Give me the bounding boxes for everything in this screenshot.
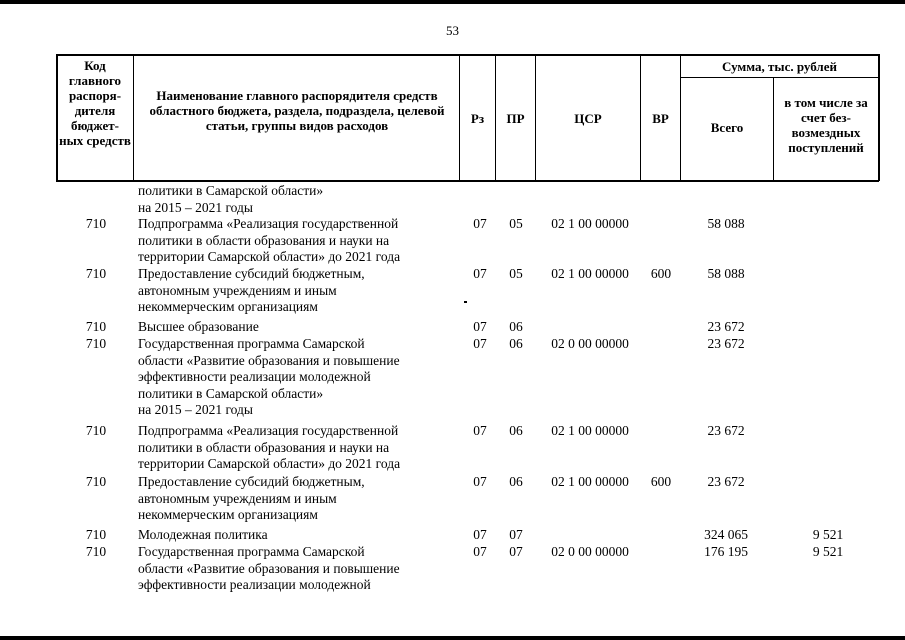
- scan-bottom-edge: [0, 636, 905, 640]
- cell-rz: 07: [473, 544, 487, 559]
- cell-total: 176 195: [704, 544, 748, 559]
- cell-name: Молодежная политика: [138, 527, 268, 542]
- cell-total: 324 065: [704, 527, 748, 542]
- col-border-kod: [133, 54, 134, 181]
- cell-kod: 710: [85, 319, 107, 334]
- cell-name: Подпрограмма «Реализация государственной политики в области образования и науки на территории Самарской области» до 2021 года: [138, 216, 401, 264]
- header-total: Всего: [710, 120, 744, 135]
- cell-pr: 07: [509, 527, 523, 542]
- cell-name: Предоставление субсидий бюджетным, автономным учреждениям и иным некоммерческим организациям: [138, 474, 365, 522]
- header-kod: Код главного распоря-дителя бюджет-ных средств: [59, 58, 131, 148]
- cell-pr: 05: [509, 266, 523, 281]
- cell-name: Высшее образование: [138, 319, 259, 334]
- cell-csr: 02 0 00 00000: [551, 544, 629, 559]
- cell-rz: 07: [473, 527, 487, 542]
- cell-rz: 07: [473, 319, 487, 334]
- cell-rz: 07: [473, 423, 487, 438]
- header-free: в том числе за счет без-возмездных поступлений: [784, 95, 868, 155]
- cell-pr: 07: [509, 544, 523, 559]
- cell-name: Подпрограмма «Реализация государственной политики в области образования и науки на территории Самарской области» до 2021 года: [138, 423, 401, 471]
- cell-total: 23 672: [707, 319, 745, 334]
- cell-csr: 02 1 00 00000: [551, 216, 629, 231]
- cell-total: 23 672: [707, 423, 745, 438]
- col-border-left: [56, 54, 58, 181]
- cell-kod: 710: [85, 336, 107, 351]
- page-number: 53: [446, 23, 459, 38]
- cell-pr: 05: [509, 216, 523, 231]
- scan-top-edge: [0, 0, 905, 4]
- cell-total: 58 088: [707, 216, 745, 231]
- cell-name: Предоставление субсидий бюджетным, автономным учреждениям и иным некоммерческим организациям: [138, 266, 365, 314]
- cell-total: 58 088: [707, 266, 745, 281]
- cell-kod: 710: [85, 216, 107, 231]
- cell-rz: 07: [473, 216, 487, 231]
- cell-kod: 710: [85, 544, 107, 559]
- cell-rz: 07: [473, 266, 487, 281]
- header-rz: Рз: [470, 111, 485, 126]
- cell-free: 9 521: [812, 527, 844, 542]
- header-sum: Сумма, тыс. рублей: [722, 59, 837, 74]
- header-pr: ПР: [506, 111, 525, 126]
- cell-kod: 710: [85, 527, 107, 542]
- cell-free: 9 521: [812, 544, 844, 559]
- header-top-border: [56, 54, 879, 56]
- cell-csr: 02 1 00 00000: [551, 474, 629, 489]
- cell-csr: 02 0 00 00000: [551, 336, 629, 351]
- cell-name: Государственная программа Самарской области «Развитие образования и повышение эффективности реализации молодежной политики в Самарской области» на 2015 – 2021 годы: [138, 336, 400, 417]
- cell-rz: 07: [473, 336, 487, 351]
- col-border-right: [878, 54, 880, 181]
- sum-subheader-border: [680, 77, 879, 78]
- col-border-name: [459, 54, 460, 181]
- col-border-total: [773, 77, 774, 181]
- cell-pr: 06: [509, 474, 523, 489]
- cell-kod: 710: [85, 266, 107, 281]
- cell-kod: 710: [85, 474, 107, 489]
- cell-vr: 600: [650, 266, 672, 281]
- cell-csr: 02 1 00 00000: [551, 266, 629, 281]
- header-name: Наименование главного распорядителя средств областного бюджета, раздела, подраздела, целевой статьи, группы видов расходов: [149, 88, 445, 133]
- cell-total: 23 672: [707, 474, 745, 489]
- cell-name: Государственная программа Самарской области «Развитие образования и повышение эффективности реализации молодежной: [138, 544, 400, 592]
- cell-csr: 02 1 00 00000: [551, 423, 629, 438]
- header-bottom-border: [56, 180, 879, 182]
- cell-vr: 600: [650, 474, 672, 489]
- cell-pr: 06: [509, 319, 523, 334]
- cell-kod: 710: [85, 423, 107, 438]
- header-csr: ЦСР: [574, 111, 602, 126]
- scan-speck: [464, 301, 467, 303]
- header-vr: ВР: [652, 111, 669, 126]
- cell-rz: 07: [473, 474, 487, 489]
- cell-pr: 06: [509, 336, 523, 351]
- cell-name: политики в Самарской области» на 2015 – 2021 годы: [138, 183, 324, 215]
- cell-pr: 06: [509, 423, 523, 438]
- cell-total: 23 672: [707, 336, 745, 351]
